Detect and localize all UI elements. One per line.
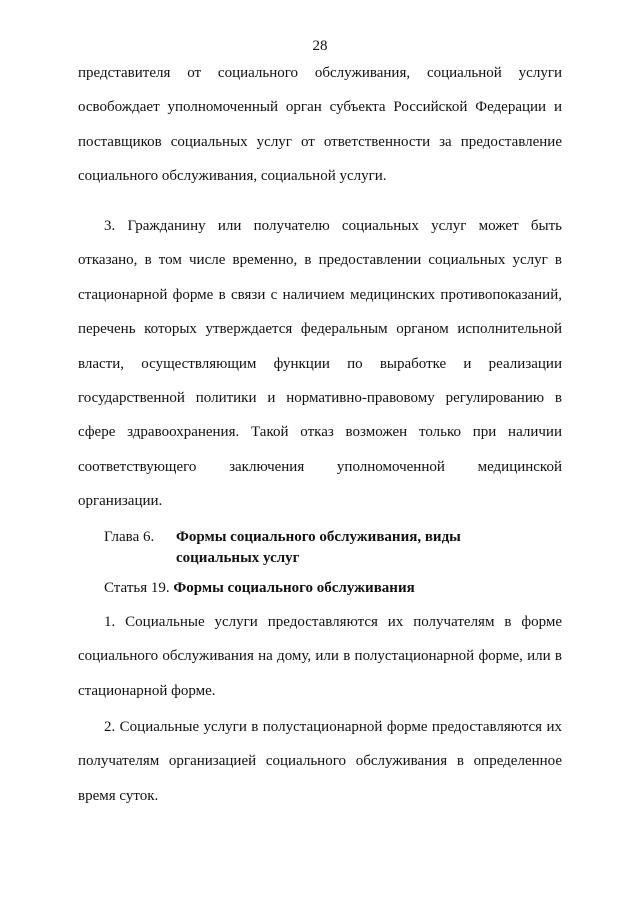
chapter-label: Глава 6. bbox=[104, 529, 155, 545]
paragraph-continuation: представителя от социального обслуживания, социальной услуги освобождает уполномоченный орган субъекта Российской Федерации и поставщиков социальных услуг от ответственности за предоставление социального обслуживания, социальной услуги. bbox=[78, 65, 562, 185]
paragraph-item-1: 1. Социальные услуги предоставляются их получателям в форме социального обслуживания на дому, или в полустационарной форме, или в стационарной форме. bbox=[78, 614, 562, 699]
page-number: 28 bbox=[312, 38, 328, 54]
chapter-title: Формы социального обслуживания, виды социальных услуг bbox=[176, 529, 461, 566]
article-heading bbox=[104, 578, 564, 598]
paragraph-item-2: 2. Социальные услуги в полустационарной форме предоставляются их получателям организацией социального обслуживания в определенное время суток. bbox=[78, 719, 562, 804]
article-title: Формы социального обслуживания bbox=[173, 580, 415, 596]
article-label: Статья 19. bbox=[104, 580, 174, 596]
paragraph-item-3: 3. Гражданину или получателю социальных услуг может быть отказано, в том числе временно, в предоставлении социальных услуг в стационарной форме в связи с наличием медицинских противопоказаний, перечень которых утверждается федеральным органом исполнительной власти, осуществляющим функции по выработке и реализации государственной политики и нормативно-правовому регулированию в сфере здравоохранения. Такой отказ возможен только при наличии соответствующего заключения уполномоченной медицинской организации. bbox=[78, 218, 562, 510]
